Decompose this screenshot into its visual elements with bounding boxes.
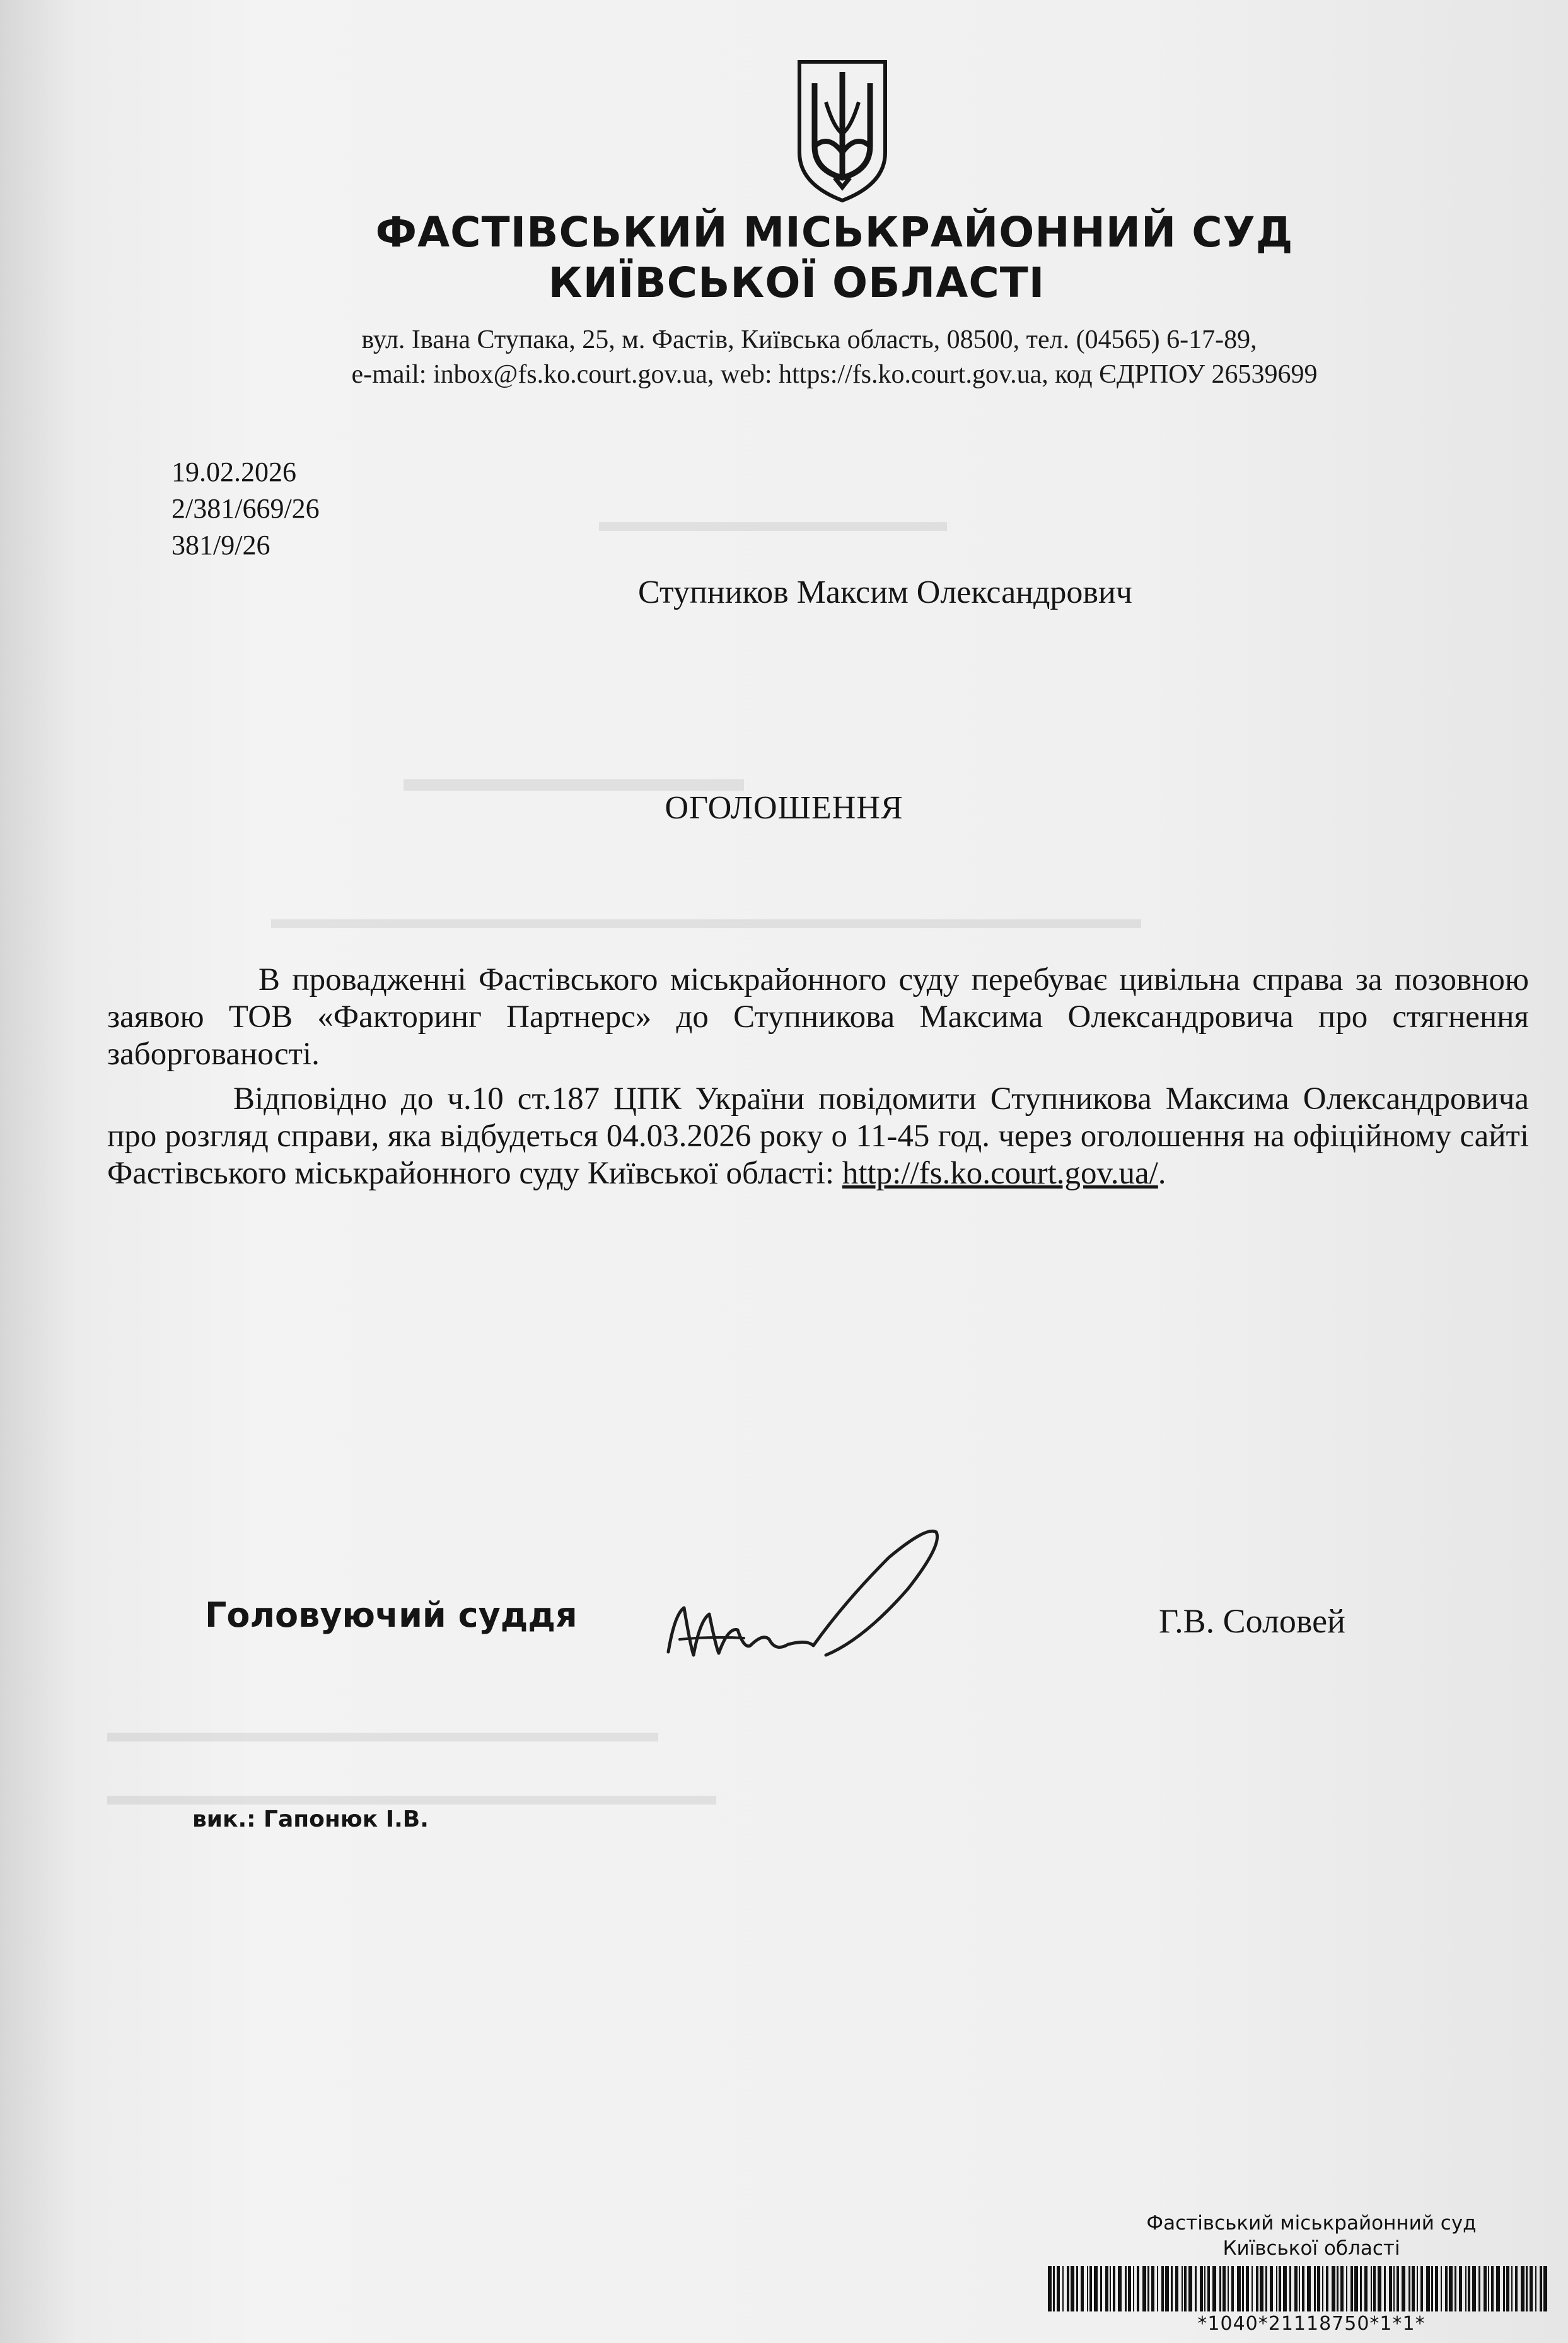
barcode-bar bbox=[1100, 2266, 1102, 2311]
document-date: 19.02.2026 bbox=[171, 456, 296, 487]
barcode-bar bbox=[1468, 2266, 1470, 2311]
stamp-court-name: Фастівський міськрайонний суд bbox=[1146, 2212, 1477, 2235]
barcode-bar bbox=[1371, 2266, 1372, 2311]
court-address-line2: e-mail: inbox@fs.ko.court.gov.ua, web: https://fs.ko.court.gov.ua, код ЄДРПОУ 26539699 bbox=[351, 360, 1318, 389]
barcode-bar bbox=[1535, 2266, 1536, 2311]
barcode-bar bbox=[1491, 2266, 1494, 2311]
barcode-bar bbox=[1242, 2266, 1244, 2311]
barcode-bar bbox=[1326, 2266, 1328, 2311]
barcode-bar bbox=[1231, 2266, 1234, 2311]
stamp-region: Київської області bbox=[1222, 2237, 1400, 2260]
barcode-bar bbox=[1105, 2266, 1108, 2311]
barcode-bar bbox=[1067, 2266, 1069, 2311]
barcode-bar bbox=[1521, 2266, 1524, 2311]
barcode-bar bbox=[1087, 2266, 1088, 2311]
barcode-bar bbox=[1314, 2266, 1316, 2311]
notice-paragraph-2-end: . bbox=[1158, 1156, 1166, 1191]
barcode-bar bbox=[1346, 2266, 1347, 2311]
barcode-bar bbox=[1161, 2266, 1164, 2311]
barcode-bar bbox=[1397, 2266, 1399, 2311]
barcode-bar bbox=[1484, 2266, 1487, 2311]
barcode-bar bbox=[1465, 2266, 1466, 2311]
barcode-bar bbox=[1184, 2266, 1187, 2311]
barcode-bar bbox=[1384, 2266, 1386, 2311]
barcode-bar bbox=[1340, 2266, 1344, 2311]
barcode-bar bbox=[1137, 2266, 1139, 2311]
court-name-line2: КИЇВСЬКОЇ ОБЛАСТІ bbox=[548, 259, 1045, 307]
barcode-bar bbox=[1279, 2266, 1281, 2311]
barcode-bar bbox=[1373, 2266, 1376, 2311]
barcode-bar bbox=[1212, 2266, 1216, 2311]
notice-paragraph-2 bbox=[107, 1081, 1529, 1192]
barcode-bar bbox=[1488, 2266, 1489, 2311]
barcode-bar bbox=[1219, 2266, 1221, 2311]
barcode-bar bbox=[1204, 2266, 1205, 2311]
barcode-bar bbox=[1294, 2266, 1298, 2311]
barcode-bar bbox=[1431, 2266, 1433, 2311]
barcode-bar bbox=[1237, 2266, 1241, 2311]
notice-paragraph-2-text: Відповідно до ч.10 ст.187 ЦПК України повідомити Ступникова Максима Олександровича про розгляд справи, яка відбудеться 04.03.2026 року о 11-45 год. через оголошення на офіційному сайті Фастівського міськрайонного суду Київської області: bbox=[107, 1081, 1529, 1191]
notice-body bbox=[107, 962, 1529, 1192]
barcode-bar bbox=[1302, 2266, 1304, 2311]
barcode-bar bbox=[1118, 2266, 1122, 2311]
barcode-bar bbox=[1412, 2266, 1415, 2311]
barcode-bar bbox=[1307, 2266, 1311, 2311]
barcode-bar bbox=[1299, 2266, 1300, 2311]
barcode-bar bbox=[1322, 2266, 1323, 2311]
barcode-bar bbox=[1260, 2266, 1263, 2311]
barcode-bar bbox=[1171, 2266, 1173, 2311]
barcode-bar bbox=[1175, 2266, 1178, 2311]
barcode-bar bbox=[1472, 2266, 1476, 2311]
barcode-bar bbox=[1449, 2266, 1453, 2311]
barcode-bar bbox=[1364, 2266, 1368, 2311]
show-through-text: ▬▬▬▬▬▬▬▬▬▬▬▬ bbox=[599, 505, 947, 537]
barcode-bar bbox=[1270, 2266, 1273, 2311]
show-through-text: ▬▬▬▬▬▬▬▬▬▬▬▬▬▬▬▬▬▬▬▬▬ bbox=[107, 1779, 716, 1811]
barcode-bar bbox=[1408, 2266, 1410, 2311]
barcode-bar bbox=[1543, 2266, 1547, 2311]
barcode-bar bbox=[1389, 2266, 1392, 2311]
notice-paragraph-1: В провадженні Фастівського міськрайонного суду перебуває цивільна справа за позовною заявою ТОВ «Факторинг Партнерс» до Ступникова Максима Олександровича про стягнення заборгованості. bbox=[107, 962, 1529, 1072]
barcode-bar bbox=[1113, 2266, 1115, 2311]
barcode-bar bbox=[1246, 2266, 1249, 2311]
barcode-bar bbox=[1354, 2266, 1358, 2311]
barcode-bar bbox=[1402, 2266, 1405, 2311]
barcode-bar bbox=[1195, 2266, 1197, 2311]
coat-of-arms-emblem bbox=[796, 58, 889, 203]
barcode bbox=[1045, 2266, 1550, 2311]
barcode-bar bbox=[1503, 2266, 1505, 2311]
barcode-bar bbox=[1256, 2266, 1258, 2311]
barcode-bar bbox=[1445, 2266, 1448, 2311]
barcode-bar bbox=[1076, 2266, 1078, 2311]
barcode-bar bbox=[1089, 2266, 1092, 2311]
barcode-bar bbox=[1478, 2266, 1480, 2311]
barcode-bar bbox=[1188, 2266, 1192, 2311]
show-through-text: ▬▬▬▬▬▬▬▬▬ bbox=[404, 757, 744, 799]
document-heading: ОГОЛОШЕННЯ bbox=[665, 790, 903, 826]
barcode-bar bbox=[1165, 2266, 1169, 2311]
barcode-bar bbox=[1276, 2266, 1277, 2311]
presiding-judge-title: Головуючий суддя bbox=[205, 1595, 578, 1635]
barcode-bar bbox=[1526, 2266, 1528, 2311]
handwritten-signature bbox=[656, 1520, 958, 1677]
barcode-text: *1040*21118750*1*1* bbox=[1197, 2313, 1426, 2335]
barcode-bar bbox=[1207, 2266, 1210, 2311]
barcode-bar bbox=[1142, 2266, 1146, 2311]
proceeding-number: 381/9/26 bbox=[171, 530, 270, 561]
barcode-bar bbox=[1455, 2266, 1456, 2311]
barcode-bar bbox=[1110, 2266, 1111, 2311]
barcode-bar bbox=[1540, 2266, 1542, 2311]
barcode-bar bbox=[1530, 2266, 1533, 2311]
barcode-bar bbox=[1222, 2266, 1226, 2311]
court-name-line1: ФАСТІВСЬКИЙ МІСЬКРАЙОННИЙ СУД bbox=[375, 208, 1294, 257]
barcode-bar bbox=[1182, 2266, 1183, 2311]
addressee-name: Ступников Максим Олександрович bbox=[638, 574, 1132, 610]
barcode-bar bbox=[1337, 2266, 1339, 2311]
barcode-bar bbox=[1420, 2266, 1423, 2311]
barcode-bar bbox=[1157, 2266, 1158, 2311]
barcode-bar bbox=[1133, 2266, 1134, 2311]
court-address-line1: вул. Івана Ступака, 25, м. Фастів, Київська область, 08500, тел. (04565) 6-17-89, bbox=[361, 325, 1257, 354]
executor-name: вик.: Гапонюк І.В. bbox=[192, 1806, 429, 1832]
barcode-bar bbox=[1062, 2266, 1064, 2311]
barcode-bar bbox=[1071, 2266, 1074, 2311]
barcode-bar bbox=[1350, 2266, 1353, 2311]
barcode-bar bbox=[1125, 2266, 1127, 2311]
barcode-bar bbox=[1265, 2266, 1267, 2311]
barcode-bar bbox=[1515, 2266, 1518, 2311]
barcode-bar bbox=[1251, 2266, 1253, 2311]
barcode-bar bbox=[1128, 2266, 1131, 2311]
barcode-bar bbox=[1289, 2266, 1291, 2311]
case-number: 2/381/669/26 bbox=[171, 493, 320, 524]
barcode-bar bbox=[1435, 2266, 1438, 2311]
barcode-bar bbox=[1283, 2266, 1287, 2311]
barcode-bar bbox=[1317, 2266, 1320, 2311]
barcode-bar bbox=[1441, 2266, 1442, 2311]
barcode-bar bbox=[1081, 2266, 1084, 2311]
barcode-bar bbox=[1332, 2266, 1335, 2311]
barcode-bar bbox=[1360, 2266, 1362, 2311]
barcode-bar bbox=[1200, 2266, 1203, 2311]
barcode-bar bbox=[1048, 2266, 1052, 2311]
barcode-bar bbox=[1459, 2266, 1462, 2311]
barcode-bar bbox=[1506, 2266, 1509, 2311]
show-through-text: ▬▬▬▬▬▬▬▬▬▬▬▬▬▬▬▬▬▬▬▬▬▬▬▬▬▬▬▬▬▬ bbox=[271, 902, 1141, 934]
barcode-bar bbox=[1147, 2266, 1149, 2311]
barcode-bar bbox=[1057, 2266, 1060, 2311]
presiding-judge-name: Г.В. Соловей bbox=[1159, 1602, 1345, 1640]
show-through-text: ▬▬▬▬▬▬▬▬▬▬▬▬▬▬▬▬▬▬▬ bbox=[107, 1716, 658, 1748]
barcode-bar bbox=[1511, 2266, 1513, 2311]
barcode-bar bbox=[1228, 2266, 1229, 2311]
barcode-bar bbox=[1378, 2266, 1381, 2311]
barcode-bar bbox=[1496, 2266, 1500, 2311]
barcode-bar bbox=[1393, 2266, 1395, 2311]
barcode-bar bbox=[1151, 2266, 1154, 2311]
barcode-bar bbox=[1053, 2266, 1055, 2311]
barcode-bar bbox=[1426, 2266, 1430, 2311]
barcode-bar bbox=[1094, 2266, 1098, 2311]
barcode-bar bbox=[1417, 2266, 1418, 2311]
court-website-link[interactable]: http://fs.ko.court.gov.ua/ bbox=[842, 1156, 1158, 1191]
